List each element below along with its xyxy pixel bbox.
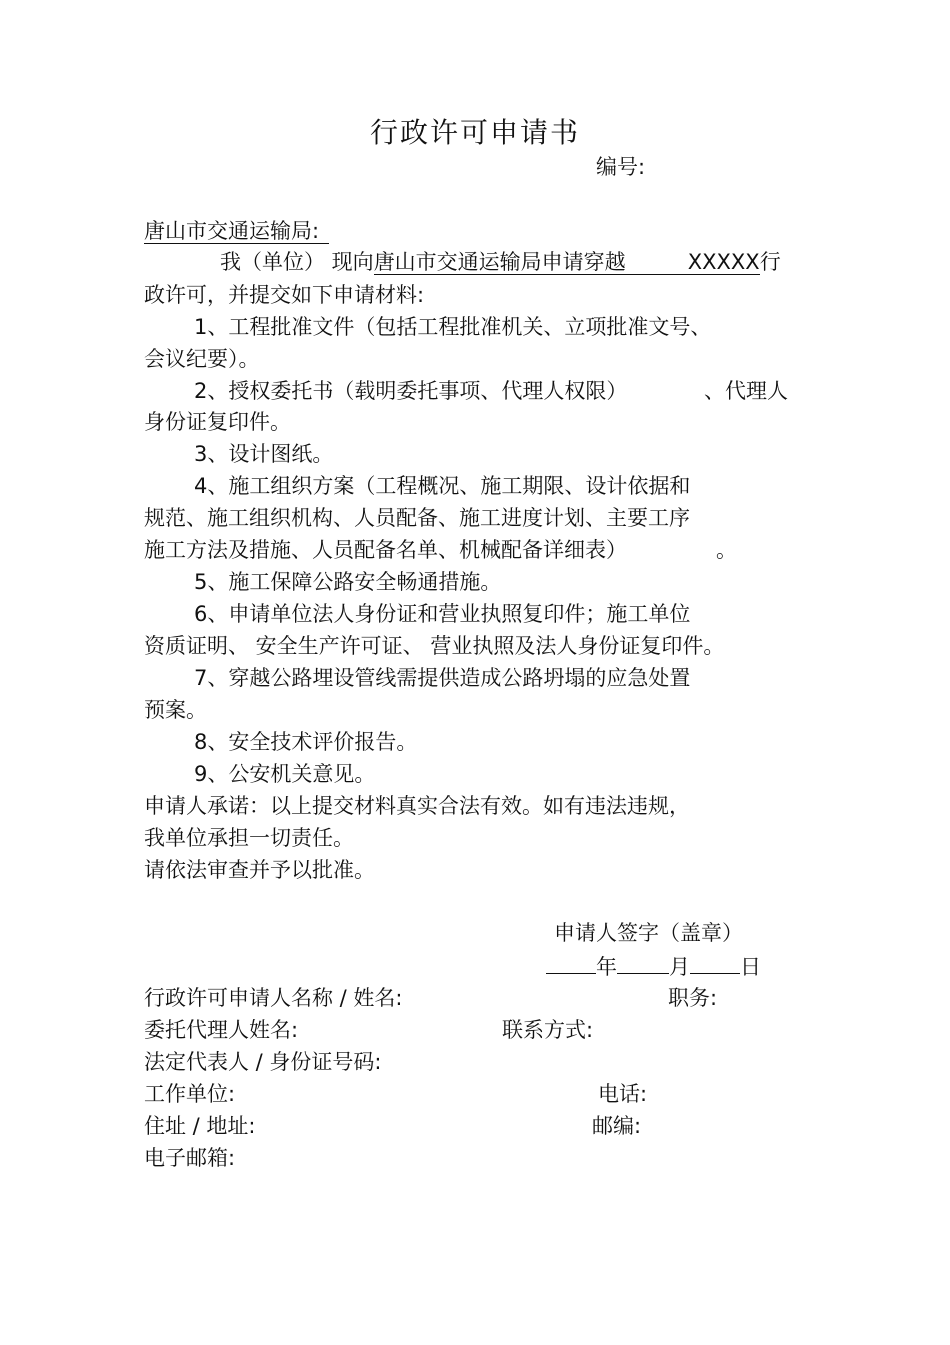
day-blank: [690, 953, 740, 974]
document-title: 行政许可申请书: [369, 116, 580, 149]
intro-line-2: 政许可，并提交如下申请材料:: [144, 283, 425, 307]
item-1-line-2: 会议纪要）。: [144, 347, 260, 371]
item-6-line-2: 资质证明、 安全生产许可证、 营业执照及法人身份证复印件。: [144, 634, 725, 658]
field-phone: 电话:: [598, 1082, 648, 1106]
item-6-line-1: 6、申请单位法人身份证和营业执照复印件；施工单位: [194, 602, 691, 626]
day-label: 日: [740, 955, 761, 979]
item-2-line-1-tail: 、代理人: [704, 379, 788, 403]
field-contact: 联系方式:: [502, 1018, 594, 1042]
pledge-line-1: 申请人承诺：以上提交材料真实合法有效。如有违法违规，: [144, 794, 690, 818]
month-blank: [617, 953, 669, 974]
item-4-line-1: 4、施工组织方案（工程概况、施工期限、设计依据和: [194, 474, 691, 498]
intro-blank-value: XXXXX: [626, 250, 760, 275]
pledge-line-3: 请依法审查并予以批准。: [144, 858, 375, 882]
addressee-text: 唐山市交通运输局:: [144, 219, 329, 244]
field-legal-representative: 法定代表人 / 身份证号码:: [144, 1050, 382, 1074]
item-2-line-2: 身份证复印件。: [144, 410, 291, 434]
field-address: 住址 / 地址:: [144, 1114, 256, 1138]
intro-post: 行: [759, 250, 781, 274]
addressee: [144, 219, 329, 243]
number-label: 编号:: [596, 155, 646, 179]
field-position: 职务:: [668, 986, 718, 1010]
item-4-line-3-tail: 。: [716, 538, 737, 562]
item-9: 9、公安机关意见。: [194, 762, 376, 786]
item-7-line-2: 预案。: [144, 698, 207, 722]
intro-pre: 我（单位） 现向: [220, 250, 374, 274]
item-4-line-3: 施工方法及措施、人员配备名单、机械配备详细表）: [144, 538, 627, 562]
signature-label: 申请人签字（盖章）: [554, 921, 743, 945]
item-4-line-2: 规范、施工组织机构、人员配备、施工进度计划、主要工序: [144, 506, 690, 530]
item-3: 3、设计图纸。: [194, 442, 334, 466]
intro-line-1: [220, 250, 781, 275]
field-email: 电子邮箱:: [144, 1146, 236, 1170]
field-applicant-name: 行政许可申请人名称 / 姓名:: [144, 986, 403, 1010]
field-work-unit: 工作单位:: [144, 1082, 236, 1106]
item-2-line-1: 2、授权委托书（载明委托事项、代理人权限）: [194, 379, 628, 403]
signature-date: [546, 953, 761, 979]
intro-agency: 唐山市交通运输局申请穿越: [373, 250, 626, 274]
item-8: 8、安全技术评价报告。: [194, 730, 418, 754]
year-blank: [546, 953, 596, 974]
item-1-line-1: 1、工程批准文件（包括工程批准机关、立项批准文号、: [194, 315, 712, 339]
field-agent-name: 委托代理人姓名:: [144, 1018, 299, 1042]
month-label: 月: [669, 955, 690, 979]
item-5: 5、施工保障公路安全畅通措施。: [194, 570, 502, 594]
year-label: 年: [596, 955, 617, 979]
pledge-line-2: 我单位承担一切责任。: [144, 826, 354, 850]
field-postcode: 邮编:: [592, 1114, 642, 1138]
item-7-line-1: 7、穿越公路埋设管线需提供造成公路坍塌的应急处置: [194, 666, 691, 690]
